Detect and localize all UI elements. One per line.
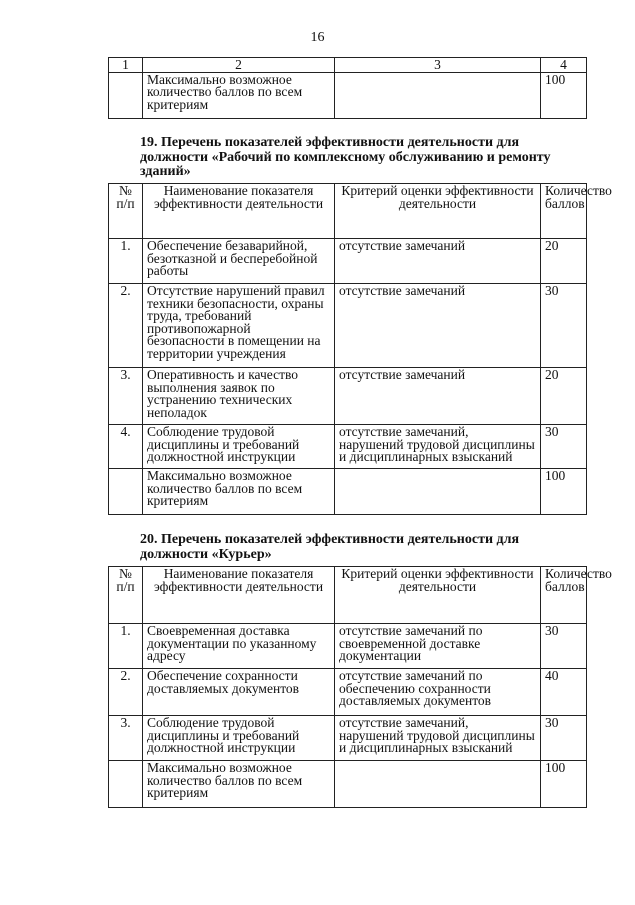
table-row	[109, 368, 587, 425]
row-name: Своевременная доставка документации по указанному адресу	[143, 624, 335, 669]
table-header-row	[109, 567, 587, 624]
header-name: Наименование показателя эффективности деятельности	[143, 184, 335, 239]
section-20-title: 20. Перечень показателей эффективности деятельности для должности «Курьер»	[140, 532, 520, 562]
row-points: 20	[541, 368, 587, 425]
section-19-title: 19. Перечень показателей эффективности деятельности для должности «Рабочий по комплексному обслуживанию и ремонту зданий»	[140, 135, 551, 179]
row-criterion: отсутствие замечаний	[335, 368, 541, 425]
total-label: Максимально возможное количество баллов по всем критериям	[143, 72, 335, 118]
total-row	[109, 761, 587, 808]
column-number: 3	[335, 58, 541, 73]
header-num: № п/п	[109, 184, 143, 239]
column-number-row	[109, 58, 587, 73]
row-num: 3.	[109, 716, 143, 761]
row-num: 3.	[109, 368, 143, 425]
table-row	[109, 425, 587, 469]
row-name: Обеспечение безаварийной, безотказной и бесперебойной работы	[143, 239, 335, 284]
row-points: 30	[541, 624, 587, 669]
row-criterion: отсутствие замечаний по обеспечению сохранности доставляемых документов	[335, 669, 541, 716]
row-num: 2.	[109, 669, 143, 716]
section-19-table	[108, 183, 612, 515]
header-points: Количество баллов	[541, 567, 587, 624]
row-criterion: отсутствие замечаний по своевременной доставке документации	[335, 624, 541, 669]
header-name: Наименование показателя эффективности деятельности	[143, 567, 335, 624]
table-row	[109, 716, 587, 761]
row-name: Отсутствие нарушений правил техники безопасности, охраны труда, требований противопожарной безопасности в помещении на территории учреждения	[143, 284, 335, 368]
row-num: 1.	[109, 239, 143, 284]
row-name: Соблюдение трудовой дисциплины и требований должностной инструкции	[143, 716, 335, 761]
total-value: 100	[541, 469, 587, 515]
row-name: Оперативность и качество выполнения заявок по устранению технических неполадок	[143, 368, 335, 425]
row-num: 2.	[109, 284, 143, 368]
total-row	[109, 72, 587, 118]
row-criterion: отсутствие замечаний, нарушений трудовой дисциплины и дисциплинарных взысканий	[335, 425, 541, 469]
row-points: 40	[541, 669, 587, 716]
row-criterion: отсутствие замечаний	[335, 284, 541, 368]
table-row	[109, 624, 587, 669]
table-row	[109, 669, 587, 716]
row-criterion: отсутствие замечаний	[335, 239, 541, 284]
row-points: 20	[541, 239, 587, 284]
total-value: 100	[541, 761, 587, 808]
continued-table	[108, 57, 587, 119]
row-criterion: отсутствие замечаний, нарушений трудовой дисциплины и дисциплинарных взысканий	[335, 716, 541, 761]
table-row	[109, 239, 587, 284]
column-number: 2	[143, 58, 335, 73]
total-label: Максимально возможное количество баллов по всем критериям	[143, 469, 335, 515]
row-points: 30	[541, 425, 587, 469]
column-number: 1	[109, 58, 143, 73]
row-name: Соблюдение трудовой дисциплины и требований должностной инструкции	[143, 425, 335, 469]
total-value: 100	[541, 72, 587, 118]
header-criterion: Критерий оценки эффективности деятельности	[335, 184, 541, 239]
header-num: № п/п	[109, 567, 143, 624]
total-label: Максимально возможное количество баллов по всем критериям	[143, 761, 335, 808]
total-row	[109, 469, 587, 515]
page-number: 16	[310, 30, 325, 45]
table-row	[109, 284, 587, 368]
header-criterion: Критерий оценки эффективности деятельности	[335, 567, 541, 624]
table-header-row	[109, 184, 587, 239]
row-num: 1.	[109, 624, 143, 669]
row-points: 30	[541, 716, 587, 761]
column-number: 4	[541, 58, 587, 73]
row-name: Обеспечение сохранности доставляемых документов	[143, 669, 335, 716]
row-points: 30	[541, 284, 587, 368]
row-num: 4.	[109, 425, 143, 469]
header-points: Количество баллов	[541, 184, 587, 239]
section-20-table	[108, 566, 612, 808]
